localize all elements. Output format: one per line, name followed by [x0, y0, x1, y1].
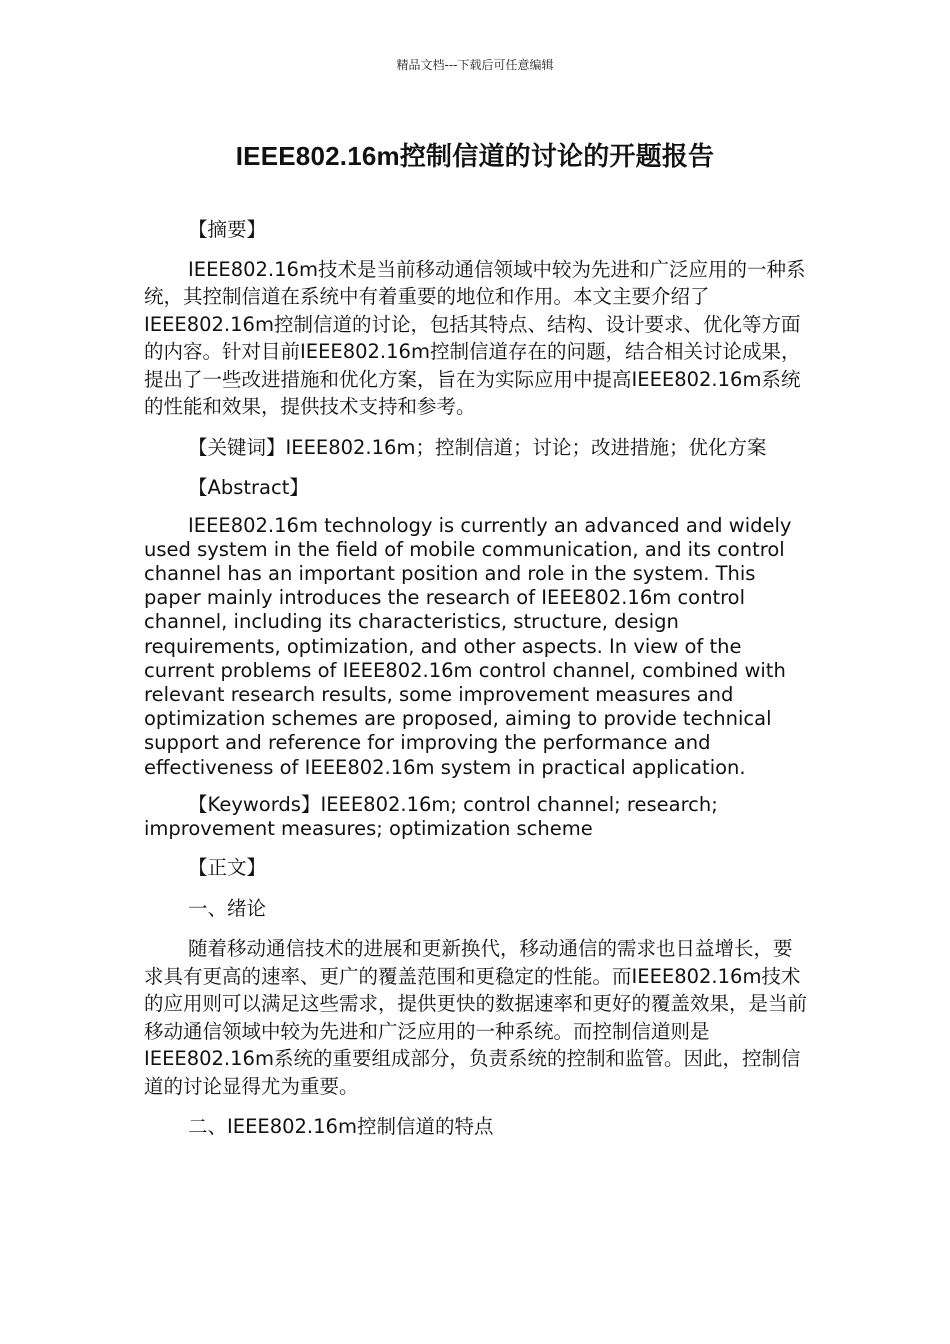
- section-2-heading: 二、IEEE802.16m控制信道的特点: [188, 1115, 494, 1139]
- document-body: [144, 216, 808, 1141]
- abstract-heading: 【摘要】: [188, 218, 267, 241]
- abstract-body: IEEE802.16m技术是当前移动通信领域中较为先进和广泛应用的一种系统，其控制信道在系统中有着重要的地位和作用。本文主要介绍了IEEE802.16m控制信道的讨论，包括其特点、结构、设计要求、优化等方面的内容。针对目前IEEE802.16m控制信道存在的问题，结合相关讨论成果，提出了一些改进措施和优化方案，旨在为实际应用中提高IEEE802.16m系统的性能和效果，提供技术支持和参考。: [144, 257, 806, 418]
- section-1-body: 随着移动通信技术的进展和更新换代，移动通信的需求也日益增长，要求具有更高的速率、更广的覆盖范围和更稳定的性能。而IEEE802.16m技术的应用则可以满足这些需求，提供更快的数据速率和更好的覆盖效果，是当前移动通信领域中较为先进和广泛应用的一种系统。而控制信道则是IEEE802.16m系统的重要组成部分，负责系统的控制和监管。因此，控制信道的讨论显得尤为重要。: [144, 937, 808, 1098]
- document-title: IEEE802.16m控制信道的讨论的开题报告: [235, 141, 715, 171]
- keywords-line: 【关键词】IEEE802.16m；控制信道；讨论；改进措施；优化方案: [188, 435, 767, 459]
- section-1-heading: 一、绪论: [188, 896, 267, 920]
- english-abstract-heading: 【Abstract】: [188, 476, 309, 499]
- english-abstract-body: IEEE802.16m technology is currently an advanced and widely used system in the field of mobile communication, and its control channel has an important position and role in the system. This paper mainly introduces the research of IEEE802.16m control channel, including its characteristics, structure, design requirements, optimization, and other aspects. In view of the current problems of IEEE802.16m control channel, combined with relevant research results, some improvement measures and optimization schemes are proposed, aiming to provide technical support and reference for improving the performance and effectiveness of IEEE802.16m system in practical application.: [144, 513, 792, 779]
- page-header-note: 精品文档---下载后可任意编辑: [396, 58, 554, 72]
- main-text-heading: 【正文】: [188, 856, 267, 880]
- english-keywords-line: 【Keywords】IEEE802.16m; control channel; research; improvement measures; optimization scheme: [144, 792, 718, 840]
